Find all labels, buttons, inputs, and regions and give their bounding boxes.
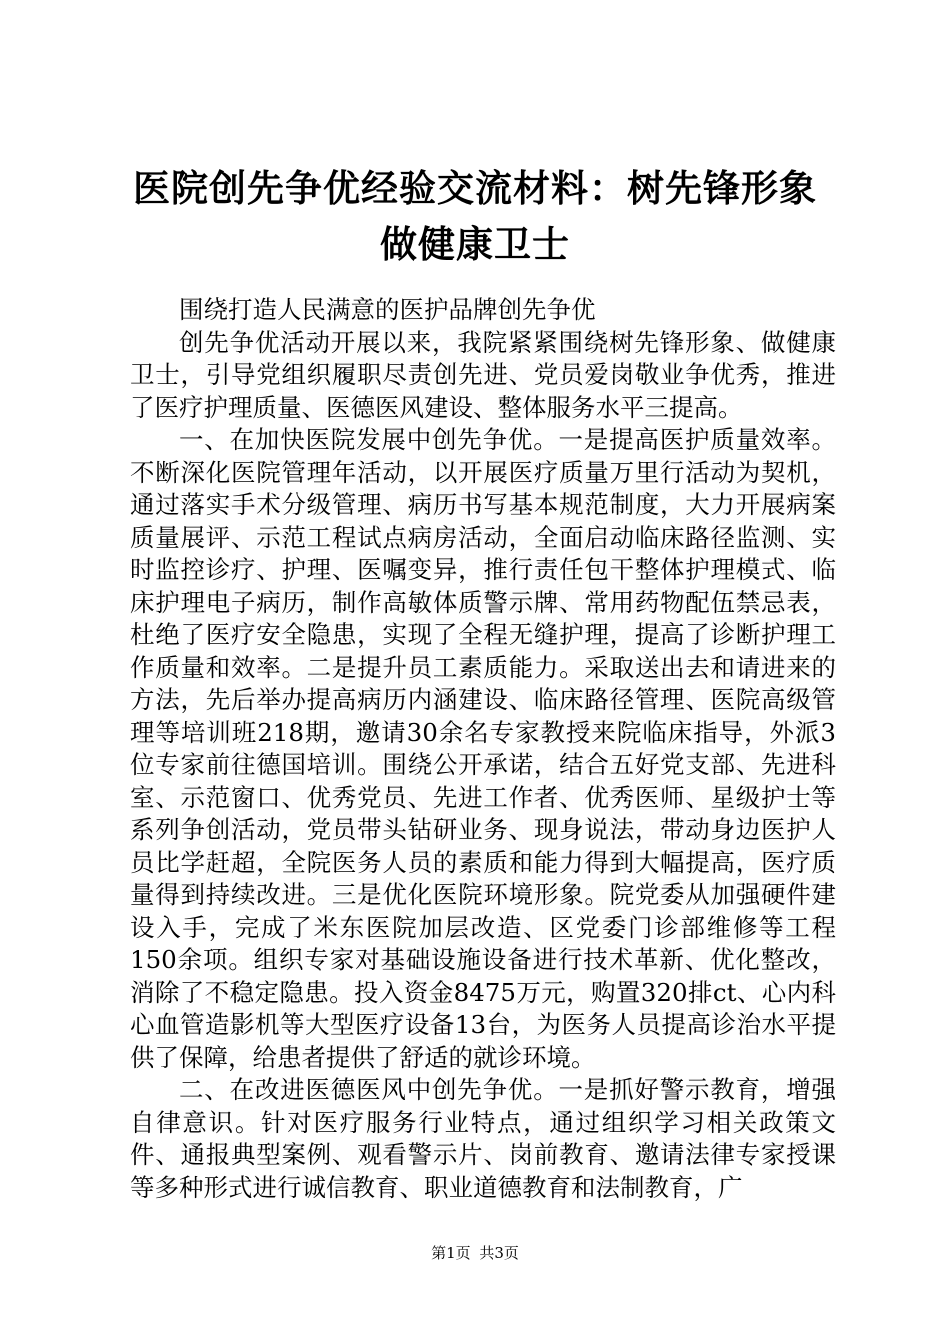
page-footer <box>0 1243 950 1263</box>
paragraph-section-two: 二、在改进医德医风中创先争优。一是抓好警示教育，增强自律意识。针对医疗服务行业特点，通过组织学习相关政策文件、通报典型案例、观看警示片、岗前教育、邀请法律专家授课等多种形式进行诚信教育、职业道德教育和法制教育，广 <box>130 1075 836 1202</box>
document-title: 医院创先争优经验交流材料：树先锋形象做健康卫士 <box>133 166 817 266</box>
paragraph-subtitle: 围绕打造人民满意的医护品牌创先争优 <box>179 295 596 324</box>
paragraph-section-one: 一、在加快医院发展中创先争优。一是提高医护质量效率。不断深化医院管理年活动，以开展医疗质量万里行活动为契机，通过落实手术分级管理、病历书写基本规范制度，大力开展病案质量展评、示范工程试点病房活动，全面启动临床路径监测、实时监控诊疗、护理、医嘱变异，推行责任包干整体护理模式、临床护理电子病历，制作高敏体质警示牌、常用药物配伍禁忌表，杜绝了医疗安全隐患，实现了全程无缝护理，提高了诊断护理工作质量和效率。二是提升员工素质能力。采取送出去和请进来的方法，先后举办提高病历内涵建设、临床路径管理、医院高级管理等培训班218期，邀请30余名专家教授来院临床指导，外派3位专家前往德国培训。围绕公开承诺，结合五好党支部、先进科室、示范窗口、优秀党员、先进工作者、优秀医师、星级护士等系列争创活动，党员带头钻研业务、现身说法，带动身边医护人员比学赶超，全院医务人员的素质和能力得到大幅提高，医疗质量得到持续改进。三是优化医院环境形象。院党委从加强硬件建设入手，完成了米东医院加层改造、区党委门诊部维修等工程150余项。组织专家对基础设施设备进行技术革新、优化整改，消除了不稳定隐患。投入资金8475万元，购置320排ct、心内科心血管造影机等大型医疗设备13台，为医务人员提高诊治水平提供了保障，给患者提供了舒适的就诊环境。 <box>130 425 836 1072</box>
paragraph-intro: 创先争优活动开展以来，我院紧紧围绕树先锋形象、做健康卫士，引导党组织履职尽责创先进、党员爱岗敬业争优秀，推进了医疗护理质量、医德医风建设、整体服务水平三提高。 <box>130 327 836 422</box>
page-number: 第1页 <box>431 1244 471 1262</box>
page-total: 共3页 <box>479 1244 519 1262</box>
document-body <box>130 294 836 1204</box>
